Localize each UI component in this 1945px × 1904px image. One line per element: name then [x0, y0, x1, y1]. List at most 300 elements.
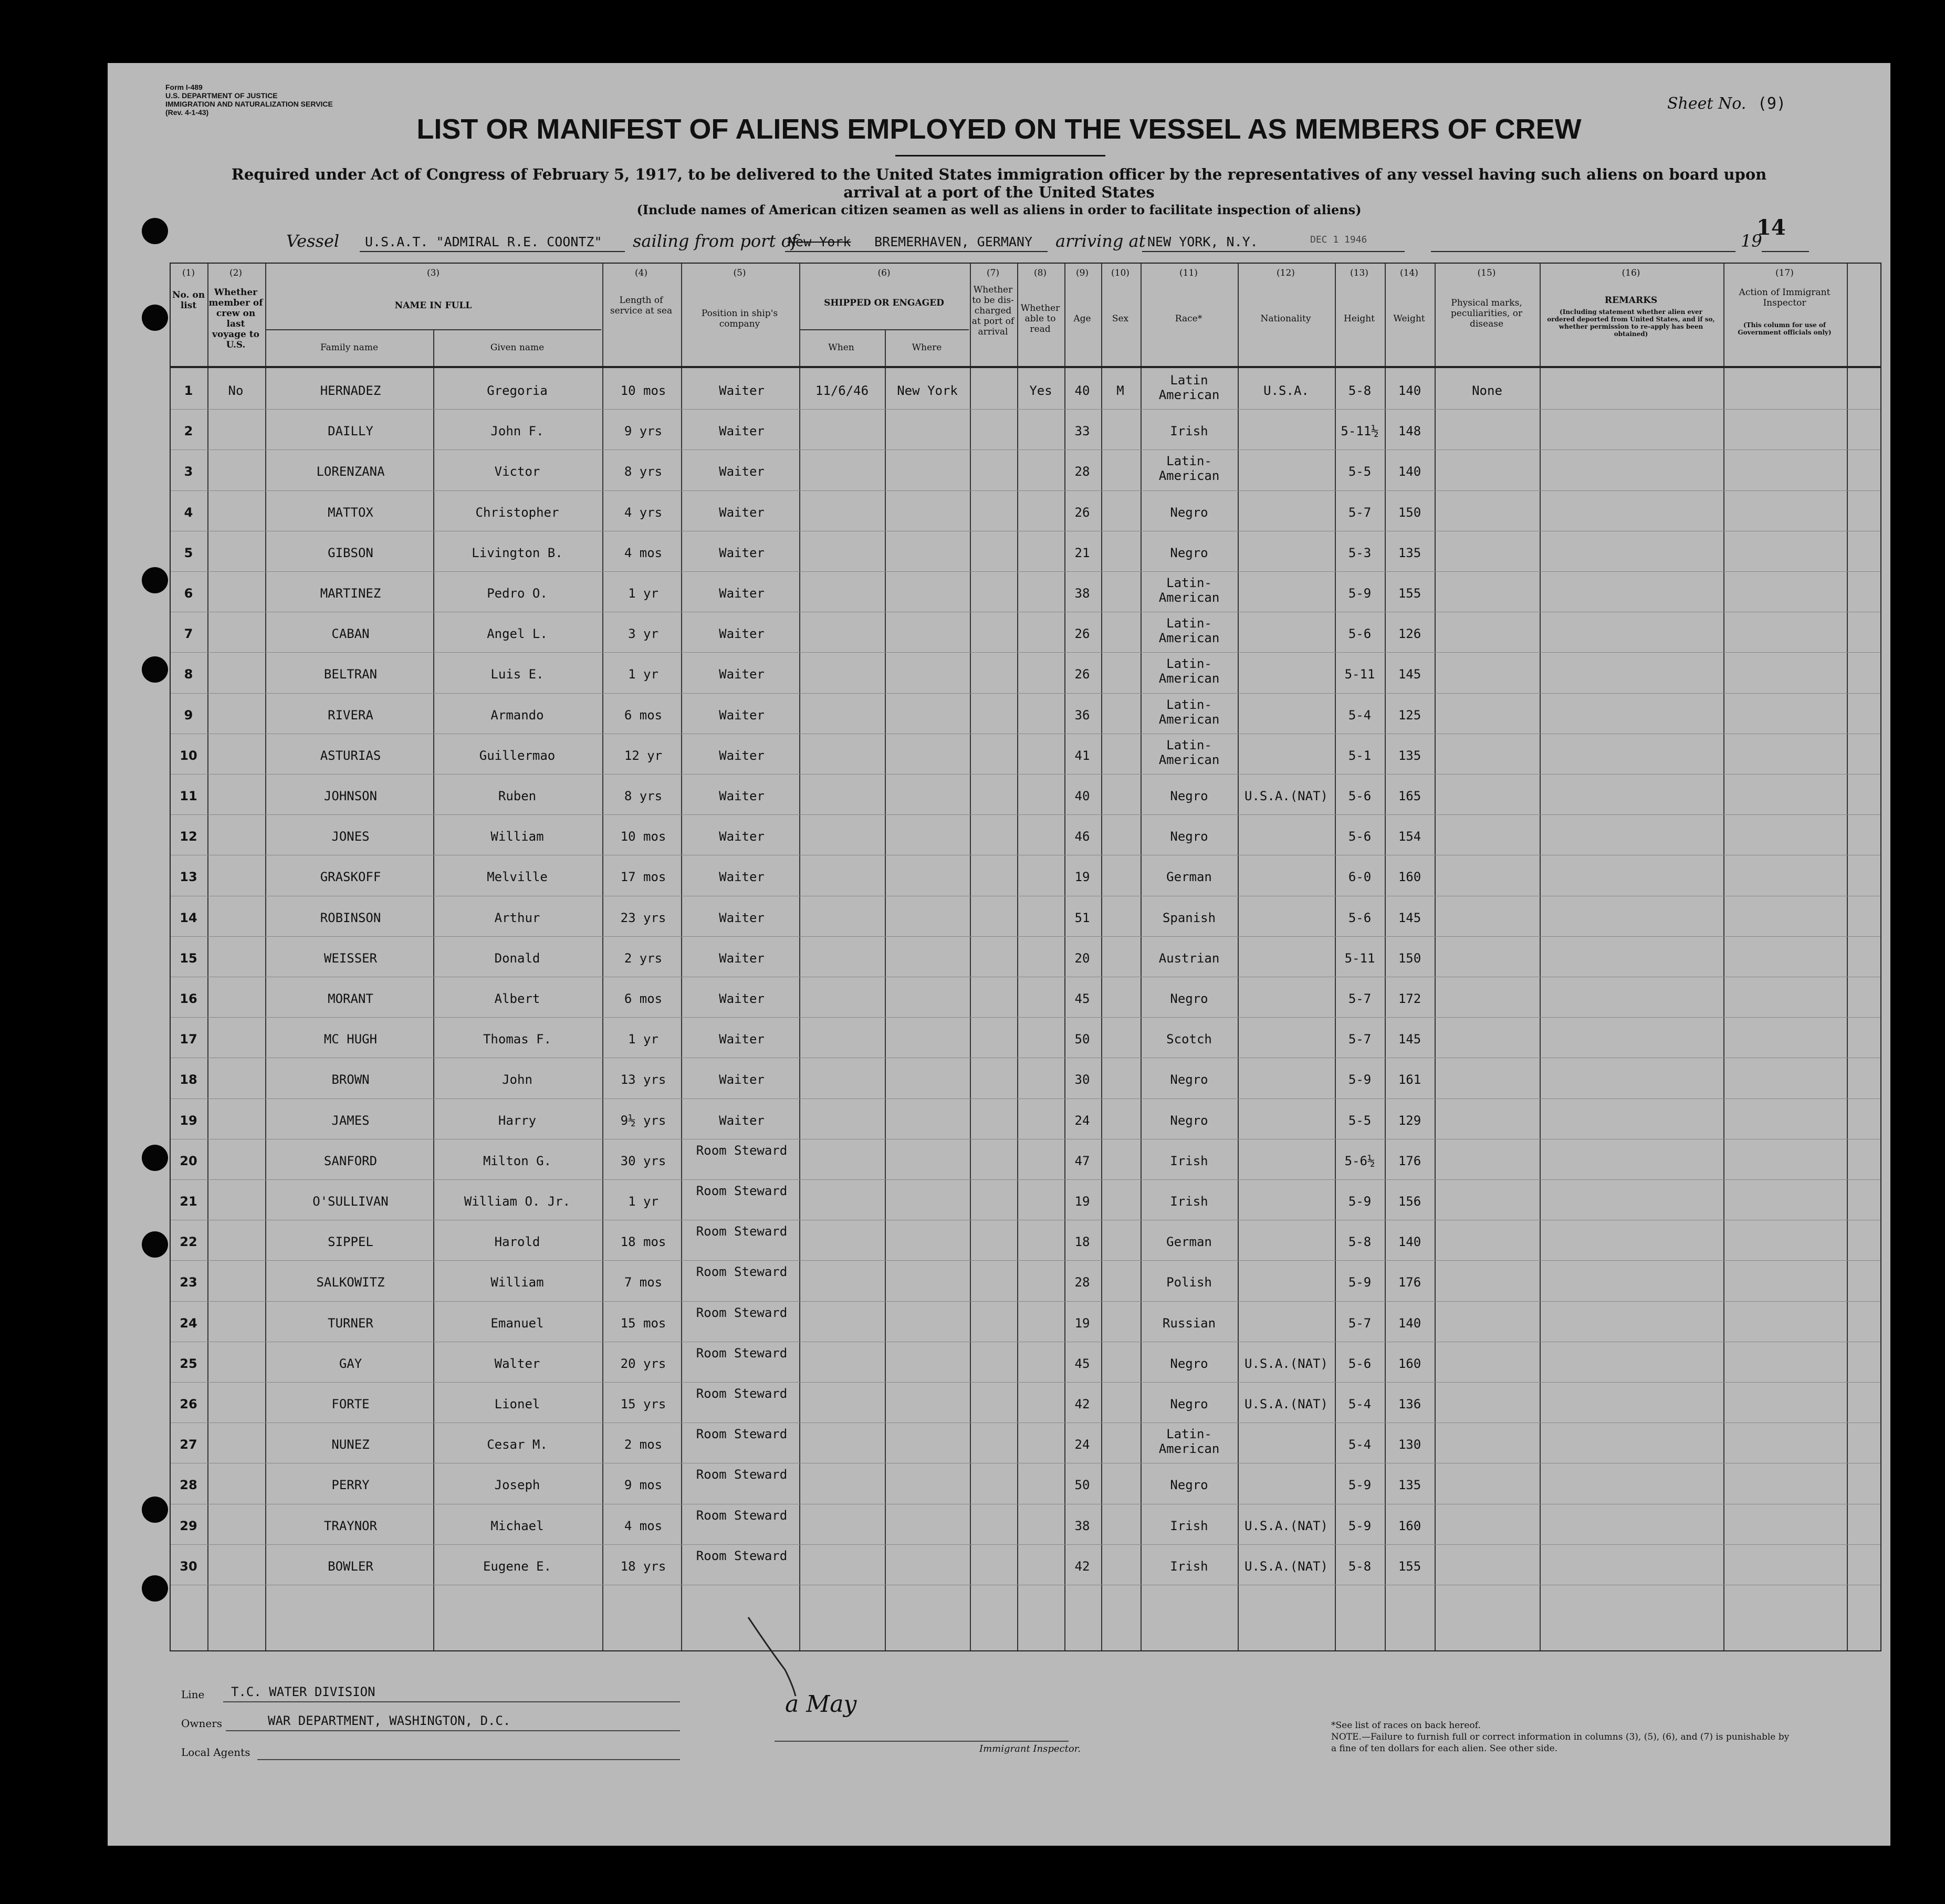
cell-no: 21: [180, 1194, 197, 1209]
cell-family: BROWN: [331, 1072, 370, 1087]
cell-race: Polish: [1166, 1275, 1212, 1290]
cell-age: 28: [1074, 464, 1090, 479]
subtitle: Required under Act of Congress of February 5, 1917, to be delivered to the United States immigration officer by the representatives of any vessel having such aliens on board upon arrival at a port of the United States: [231, 165, 1767, 201]
cell-service: 6 mos: [624, 991, 663, 1006]
cell-no: 10: [180, 748, 197, 763]
cell-given: Thomas F.: [483, 1032, 552, 1047]
column-divider: [681, 264, 682, 1650]
cell-height: 5-9: [1348, 1194, 1372, 1209]
column-divider: [970, 264, 971, 1650]
cell-no: 5: [184, 545, 193, 560]
cell-weight: 155: [1398, 586, 1421, 601]
cell-given: Arthur: [494, 910, 540, 925]
cell-service: 3 yr: [628, 626, 658, 642]
cell-weight: 176: [1398, 1153, 1421, 1168]
cell-race: German: [1166, 1235, 1212, 1250]
cell-position: Waiter: [719, 626, 765, 642]
cell-no: 13: [180, 870, 197, 885]
underline: [775, 1741, 1069, 1742]
header-crew: Whether member of crew on last voyage to U.S.: [208, 287, 263, 350]
cell-age: 46: [1074, 829, 1090, 844]
cell-height: 5-5: [1348, 1113, 1372, 1128]
cell-age: 33: [1074, 424, 1090, 439]
cell-family: TRAYNOR: [323, 1518, 378, 1533]
cell-race: Irish: [1170, 1518, 1208, 1533]
cell-no: 12: [180, 829, 197, 844]
cell-service: 1 yr: [628, 667, 658, 682]
cell-family: TURNER: [328, 1315, 373, 1331]
cell-no: 9: [184, 707, 193, 723]
signature-stroke: [743, 1612, 827, 1701]
cell-weight: 145: [1398, 910, 1421, 925]
header-action-note: (This column for use of Government officials only): [1738, 321, 1832, 336]
cell-age: 41: [1074, 748, 1090, 763]
cell-family: JONES: [331, 829, 370, 844]
cell-age: 47: [1074, 1153, 1090, 1168]
cell-family: MORANT: [328, 991, 373, 1006]
colnum-15: (15): [1477, 268, 1496, 278]
cell-service: 4 mos: [624, 1518, 663, 1533]
cell-age: 20: [1074, 950, 1090, 966]
cell-position: Waiter: [719, 464, 765, 479]
cell-race: Negro: [1170, 1397, 1208, 1411]
cell-age: 40: [1074, 383, 1090, 398]
cell-weight: 155: [1398, 1558, 1421, 1574]
cell-height: 5-9: [1348, 1072, 1372, 1087]
cell-no: 30: [180, 1558, 197, 1574]
colnum-10: (10): [1111, 268, 1130, 278]
cell-age: 21: [1074, 545, 1090, 560]
cell-no: 29: [180, 1518, 197, 1533]
page-title: LIST OR MANIFEST OF ALIENS EMPLOYED ON THE VESSEL AS MEMBERS OF CREW: [416, 113, 1582, 145]
inspector-label: Immigrant Inspector.: [979, 1743, 1081, 1754]
cell-nationality: U.S.A.: [1263, 383, 1309, 398]
binder-hole: [142, 218, 168, 244]
column-divider: [885, 330, 886, 1650]
cell-height: 5-6: [1348, 789, 1372, 803]
sheet-number: [1667, 95, 1786, 113]
cell-age: 36: [1074, 707, 1090, 723]
colnum-16: (16): [1622, 268, 1640, 278]
shipped-sub-rule: [799, 329, 969, 330]
cell-service: 20 yrs: [620, 1356, 666, 1371]
cell-no: 1: [184, 383, 193, 398]
cell-given: William O. Jr.: [464, 1194, 571, 1209]
cell-position: Room Steward: [696, 1143, 788, 1158]
arriving-port: NEW YORK, N.Y.: [1147, 234, 1258, 249]
cell-nationality: U.S.A.(NAT): [1245, 1558, 1328, 1574]
cell-no: 7: [184, 626, 193, 642]
cell-weight: 176: [1398, 1275, 1421, 1290]
cell-position: Waiter: [719, 667, 765, 682]
cell-service: 4 mos: [624, 545, 663, 560]
cell-service: 12 yr: [624, 748, 663, 763]
cell-height: 5-11½: [1341, 424, 1379, 439]
column-divider: [1435, 264, 1436, 1650]
cell-family: SIPPEL: [328, 1235, 373, 1250]
vessel-label: Vessel: [286, 231, 340, 251]
row-divider: [171, 571, 1880, 572]
cell-service: 1 yr: [628, 1032, 658, 1047]
cell-race: Negro: [1170, 1072, 1208, 1087]
cell-height: 5-6½: [1344, 1153, 1375, 1168]
form-id-line: (Rev. 4-1-43): [165, 108, 209, 117]
cell-crew: No: [228, 383, 244, 398]
cell-given: Victor: [494, 464, 540, 479]
cell-given: Ruben: [498, 789, 537, 803]
header-height: Height: [1344, 313, 1375, 324]
cell-no: 25: [180, 1356, 197, 1371]
cell-family: ROBINSON: [320, 910, 381, 925]
cell-no: 8: [184, 667, 193, 682]
header-no: No. on list: [172, 290, 205, 311]
column-divider: [799, 264, 800, 1650]
cell-family: CABAN: [331, 626, 370, 642]
colnum-4: (4): [634, 268, 648, 278]
column-divider: [207, 264, 208, 1650]
cell-position: Room Steward: [696, 1427, 788, 1442]
cell-position: Waiter: [719, 950, 765, 966]
colnum-1: (1): [182, 268, 195, 278]
cell-family: FORTE: [331, 1397, 370, 1411]
cell-position: Waiter: [719, 789, 765, 803]
header-given: Given name: [490, 342, 545, 353]
cell-given: Cesar M.: [487, 1437, 548, 1452]
cell-no: 2: [184, 424, 193, 439]
cell-family: SALKOWITZ: [316, 1275, 385, 1290]
header-discharged: Whether to be dis-charged at port of arrival: [971, 285, 1015, 337]
cell-marks: None: [1472, 383, 1502, 398]
column-divider: [602, 264, 603, 1650]
cell-given: Guillermao: [479, 748, 556, 763]
colnum-7: (7): [986, 268, 1000, 278]
cell-given: Walter: [494, 1356, 540, 1371]
header-weight: Weight: [1393, 313, 1425, 324]
cell-height: 5-4: [1348, 1437, 1372, 1452]
cell-no: 3: [184, 464, 193, 479]
header-when: When: [828, 342, 854, 353]
colnum-12: (12): [1277, 268, 1295, 278]
cell-race: Irish: [1170, 1153, 1208, 1168]
cell-service: 8 yrs: [624, 464, 663, 479]
cell-race: Negro: [1170, 991, 1208, 1006]
cell-given: Harry: [498, 1113, 537, 1128]
cell-position: Room Steward: [696, 1345, 788, 1361]
row-divider: [171, 1382, 1880, 1383]
cell-height: 5-1: [1348, 748, 1372, 763]
row-divider: [171, 936, 1880, 937]
binder-hole: [142, 567, 168, 593]
underline: [223, 1701, 680, 1702]
header-remarks-note: (Including statement whether alien ever ordered deported from United States, and if so, whether permission to re-apply has been obtained): [1547, 308, 1715, 338]
cell-position: Waiter: [719, 870, 765, 885]
year-label: 19: [1741, 231, 1762, 251]
cell-weight: 150: [1398, 950, 1421, 966]
cell-weight: 150: [1398, 505, 1421, 520]
header-shipped: SHIPPED OR ENGAGED: [824, 298, 944, 308]
cell-age: 19: [1074, 870, 1090, 885]
port-name: BREMERHAVEN, GERMANY: [874, 234, 1033, 249]
colnum-8: (8): [1033, 268, 1047, 278]
cell-position: Waiter: [719, 910, 765, 925]
line-label: Line: [181, 1688, 205, 1701]
cell-service: 7 mos: [624, 1275, 663, 1290]
cell-no: 27: [180, 1437, 197, 1452]
cell-position: Waiter: [719, 1032, 765, 1047]
cell-race: Latin- American: [1158, 616, 1220, 646]
underline: [1431, 251, 1735, 252]
row-divider: [171, 1017, 1880, 1018]
cell-service: 17 mos: [620, 870, 666, 885]
inspector-signature: a May: [785, 1691, 857, 1718]
cell-age: 18: [1074, 1235, 1090, 1250]
cell-age: 26: [1074, 626, 1090, 642]
form-id-line: Form I-489: [165, 83, 203, 91]
binder-hole: [142, 305, 168, 331]
line-value: T.C. WATER DIVISION: [231, 1685, 375, 1699]
cell-weight: 161: [1398, 1072, 1421, 1087]
cell-position: Waiter: [719, 748, 765, 763]
underline: [226, 1730, 680, 1731]
cell-service: 9 yrs: [624, 424, 663, 439]
cell-no: 16: [180, 991, 197, 1006]
form-id-line: IMMIGRATION AND NATURALIZATION SERVICE: [165, 100, 333, 108]
cell-service: 4 yrs: [624, 505, 663, 520]
row-divider: [171, 652, 1880, 653]
cell-given: Eugene E.: [483, 1558, 552, 1574]
cell-race: Negro: [1170, 1113, 1208, 1128]
cell-age: 50: [1074, 1032, 1090, 1047]
cell-height: 5-7: [1348, 991, 1372, 1006]
cell-position: Room Steward: [696, 1508, 788, 1523]
cell-weight: 140: [1398, 464, 1421, 479]
cell-race: Austrian: [1158, 950, 1220, 966]
cell-position: Waiter: [719, 505, 765, 520]
row-divider: [171, 1179, 1880, 1180]
cell-weight: 129: [1398, 1113, 1421, 1128]
cell-age: 51: [1074, 910, 1090, 925]
cell-race: Latin- American: [1158, 576, 1220, 605]
cell-where: New York: [897, 383, 958, 398]
cell-age: 24: [1074, 1437, 1090, 1452]
cell-family: DAILLY: [328, 424, 373, 439]
cell-position: Waiter: [719, 1072, 765, 1087]
cell-weight: 165: [1398, 789, 1421, 803]
subtitle-note: (Include names of American citizen seamen as well as aliens in order to facilitate inspection of aliens): [636, 202, 1362, 217]
cell-sex: M: [1116, 383, 1124, 398]
cell-age: 38: [1074, 1518, 1090, 1533]
cell-age: 38: [1074, 586, 1090, 601]
cell-family: WEISSER: [323, 950, 378, 966]
cell-position: Waiter: [719, 829, 765, 844]
cell-race: Latin American: [1158, 373, 1220, 402]
cell-no: 18: [180, 1072, 197, 1087]
cell-height: 5-6: [1348, 1356, 1372, 1371]
cell-height: 5-6: [1348, 829, 1372, 844]
cell-read: Yes: [1029, 383, 1052, 398]
cell-given: Pedro O.: [487, 586, 548, 601]
cell-age: 42: [1074, 1397, 1090, 1411]
cell-given: Luis E.: [490, 667, 544, 682]
cell-service: 9½ yrs: [620, 1113, 666, 1128]
cell-age: 30: [1074, 1072, 1090, 1087]
cell-weight: 135: [1398, 748, 1421, 763]
cell-age: 45: [1074, 991, 1090, 1006]
cell-race: Latin- American: [1158, 656, 1220, 686]
form-id-line: U.S. DEPARTMENT OF JUSTICE: [165, 91, 278, 100]
header-action: Action of Immigrant Inspector: [1739, 287, 1831, 308]
cell-service: 9 mos: [624, 1478, 663, 1493]
cell-given: Melville: [487, 870, 548, 885]
cell-family: MARTINEZ: [320, 586, 381, 601]
cell-race: Negro: [1170, 1356, 1208, 1371]
cell-when: 11/6/46: [815, 383, 869, 398]
owners-value: WAR DEPARTMENT, WASHINGTON, D.C.: [268, 1713, 511, 1728]
column-divider: [1017, 264, 1018, 1650]
cell-no: 26: [180, 1397, 197, 1411]
cell-weight: 148: [1398, 424, 1421, 439]
column-divider: [1723, 264, 1724, 1650]
port-struck: New York: [788, 234, 851, 249]
cell-weight: 156: [1398, 1194, 1421, 1209]
cell-height: 5-11: [1344, 950, 1375, 966]
cell-age: 45: [1074, 1356, 1090, 1371]
column-divider: [1101, 264, 1102, 1650]
cell-nationality: U.S.A.(NAT): [1245, 1397, 1328, 1411]
column-divider: [265, 264, 266, 1650]
cell-given: Milton G.: [483, 1153, 552, 1168]
cell-nationality: U.S.A.(NAT): [1245, 1356, 1328, 1371]
cell-position: Room Steward: [696, 1305, 788, 1320]
cell-height: 5-8: [1348, 1558, 1372, 1574]
cell-no: 28: [180, 1478, 197, 1493]
sailing-label: sailing from port of: [633, 231, 798, 251]
cell-height: 5-9: [1348, 1518, 1372, 1533]
cell-height: 5-7: [1348, 1315, 1372, 1331]
cell-family: PERRY: [331, 1478, 370, 1493]
cell-service: 2 mos: [624, 1437, 663, 1452]
cell-height: 5-8: [1348, 1235, 1372, 1250]
cell-family: JOHNSON: [323, 789, 378, 803]
cell-no: 19: [180, 1113, 197, 1128]
cell-given: William: [490, 829, 544, 844]
cell-given: Albert: [494, 991, 540, 1006]
cell-family: BELTRAN: [323, 667, 378, 682]
column-divider: [1847, 264, 1848, 1650]
cell-height: 5-5: [1348, 464, 1372, 479]
manifest-sheet: [108, 63, 1890, 1846]
cell-service: 2 yrs: [624, 950, 663, 966]
cell-height: 5-6: [1348, 626, 1372, 642]
row-divider: [171, 693, 1880, 694]
cell-weight: 145: [1398, 667, 1421, 682]
sheet-label: Sheet No.: [1667, 95, 1747, 113]
cell-family: RIVERA: [328, 707, 373, 723]
cell-height: 5-9: [1348, 1478, 1372, 1493]
cell-age: 26: [1074, 667, 1090, 682]
cell-race: Latin- American: [1158, 454, 1220, 484]
cell-given: Angel L.: [487, 626, 548, 642]
cell-nationality: U.S.A.(NAT): [1245, 789, 1328, 803]
cell-race: Negro: [1170, 789, 1208, 803]
colnum-13: (13): [1350, 268, 1368, 278]
cell-service: 6 mos: [624, 707, 663, 723]
column-divider: [1238, 264, 1239, 1650]
cell-height: 5-4: [1348, 1397, 1372, 1411]
header-service: Length of service at sea: [610, 295, 673, 316]
cell-service: 15 yrs: [620, 1397, 666, 1411]
underline: [1762, 251, 1809, 252]
cell-race: Spanish: [1162, 910, 1216, 925]
form-id-block: [165, 83, 333, 117]
column-divider: [1540, 264, 1541, 1650]
cell-weight: 135: [1398, 1478, 1421, 1493]
header-where: Where: [912, 342, 942, 353]
cell-height: 5-7: [1348, 1032, 1372, 1047]
cell-nationality: U.S.A.(NAT): [1245, 1518, 1328, 1533]
date-stamp: DEC 1 1946: [1310, 234, 1367, 245]
cell-given: William: [490, 1275, 544, 1290]
cell-height: 5-4: [1348, 707, 1372, 723]
cell-height: 5-6: [1348, 910, 1372, 925]
cell-position: Room Steward: [696, 1184, 788, 1198]
cell-age: 42: [1074, 1558, 1090, 1574]
binder-hole: [142, 1231, 168, 1258]
colnum-5: (5): [733, 268, 746, 278]
cell-height: 5-9: [1348, 586, 1372, 601]
cell-weight: 126: [1398, 626, 1421, 642]
cell-weight: 136: [1398, 1397, 1421, 1411]
cell-no: 14: [180, 910, 197, 925]
binder-hole: [142, 1145, 168, 1171]
cell-family: MATTOX: [328, 505, 373, 520]
cell-height: 5-11: [1344, 667, 1375, 682]
header-read: Whether able to read: [1020, 303, 1060, 334]
cell-position: Room Steward: [696, 1264, 788, 1280]
cell-weight: 154: [1398, 829, 1421, 844]
cell-given: Gregoria: [487, 383, 548, 398]
cell-weight: 172: [1398, 991, 1421, 1006]
row-divider: [171, 1544, 1880, 1545]
cell-age: 19: [1074, 1315, 1090, 1331]
cell-position: Waiter: [719, 707, 765, 723]
binder-hole: [142, 1575, 168, 1602]
binder-hole: [142, 1497, 168, 1523]
header-marks: Physical marks, peculiarities, or disease: [1450, 298, 1523, 329]
underline: [257, 1759, 680, 1760]
vessel-name: U.S.A.T. "ADMIRAL R.E. COONTZ": [365, 234, 602, 249]
cell-age: 50: [1074, 1478, 1090, 1493]
cell-height: 5-3: [1348, 545, 1372, 560]
cell-race: Scotch: [1166, 1032, 1212, 1047]
colnum-11: (11): [1179, 268, 1198, 278]
cell-service: 18 yrs: [620, 1558, 666, 1574]
cell-family: GAY: [339, 1356, 362, 1371]
cell-weight: 160: [1398, 1356, 1421, 1371]
cell-race: Russian: [1162, 1315, 1216, 1331]
cell-race: German: [1166, 870, 1212, 885]
underline: [1142, 251, 1405, 252]
header-race: Race*: [1175, 313, 1202, 324]
cell-family: GRASKOFF: [320, 870, 381, 885]
cell-weight: 160: [1398, 870, 1421, 885]
cell-given: Emanuel: [490, 1315, 544, 1331]
cell-age: 40: [1074, 789, 1090, 803]
title-divider: [895, 155, 1105, 156]
cell-weight: 140: [1398, 1235, 1421, 1250]
cell-service: 1 yr: [628, 1194, 658, 1209]
cell-given: Livington B.: [472, 545, 563, 560]
